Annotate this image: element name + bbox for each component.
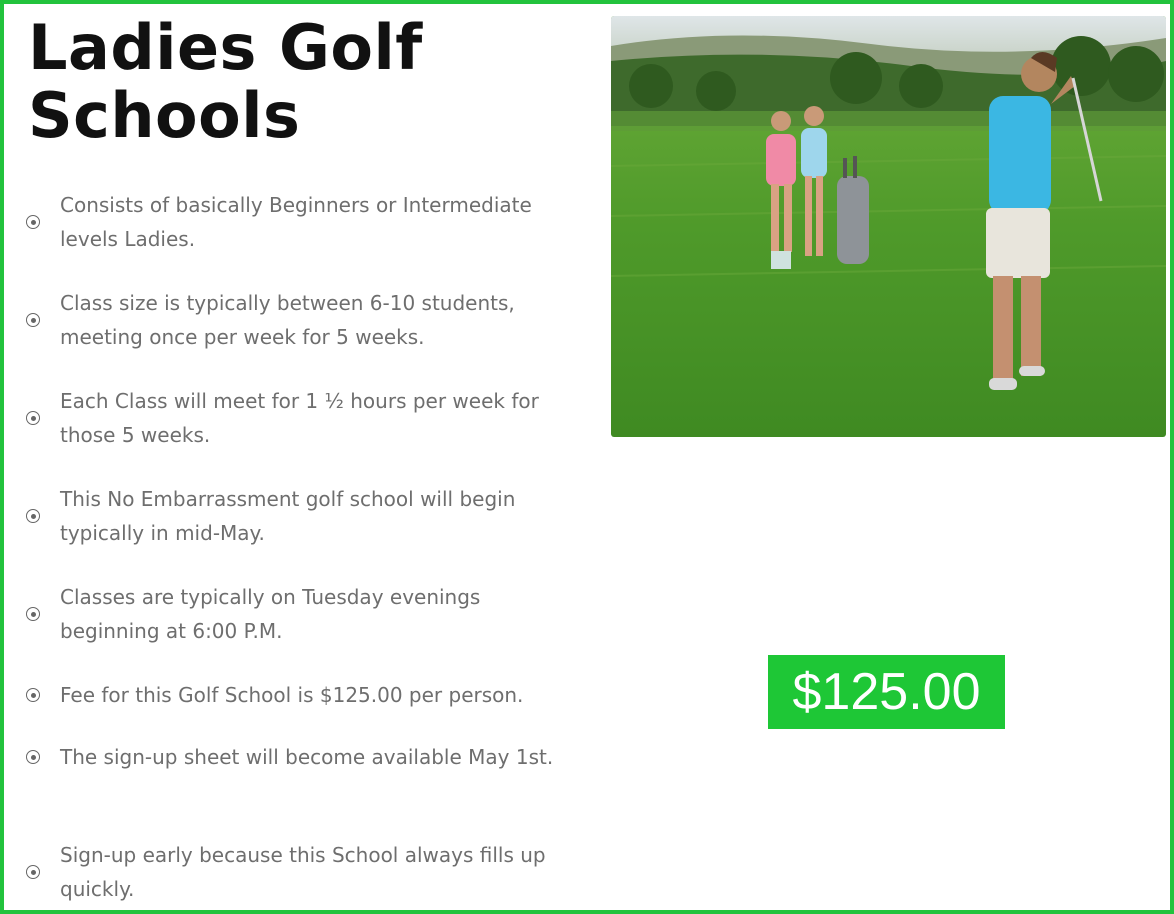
radio-dot-icon xyxy=(26,215,40,229)
radio-dot-icon xyxy=(26,688,40,702)
list-item-text: This No Embarrassment golf school will begin typically in mid-May. xyxy=(60,487,516,545)
page-title-line-1: Ladies Golf xyxy=(28,11,423,84)
list-item-text: Class size is typically between 6-10 students, meeting once per week for 5 weeks. xyxy=(60,291,515,349)
list-item xyxy=(26,286,586,354)
page-title xyxy=(28,11,423,152)
list-item xyxy=(26,188,586,256)
list-item xyxy=(26,838,586,906)
list-item xyxy=(26,482,586,550)
radio-dot-icon xyxy=(26,509,40,523)
list-item-text: Sign-up early because this School always fills up quickly. xyxy=(60,843,546,901)
radio-dot-icon xyxy=(26,313,40,327)
list-item xyxy=(26,740,586,774)
list-item-text: Classes are typically on Tuesday evenings beginning at 6:00 P.M. xyxy=(60,585,481,643)
list-item xyxy=(26,580,586,648)
radio-dot-icon xyxy=(26,750,40,764)
price-badge: $125.00 xyxy=(768,655,1005,729)
list-item-text: Fee for this Golf School is $125.00 per person. xyxy=(60,683,524,707)
page-title-line-2: Schools xyxy=(28,79,301,152)
list-item-text: Consists of basically Beginners or Intermediate levels Ladies. xyxy=(60,193,532,251)
list-item xyxy=(26,678,586,712)
radio-dot-icon xyxy=(26,607,40,621)
list-item xyxy=(26,384,586,452)
radio-dot-icon xyxy=(26,865,40,879)
list-item-text: The sign-up sheet will become available May 1st. xyxy=(60,745,554,769)
list-item-text: Each Class will meet for 1 ½ hours per week for those 5 weeks. xyxy=(60,389,539,447)
radio-dot-icon xyxy=(26,411,40,425)
golf-course-photo xyxy=(611,16,1166,437)
